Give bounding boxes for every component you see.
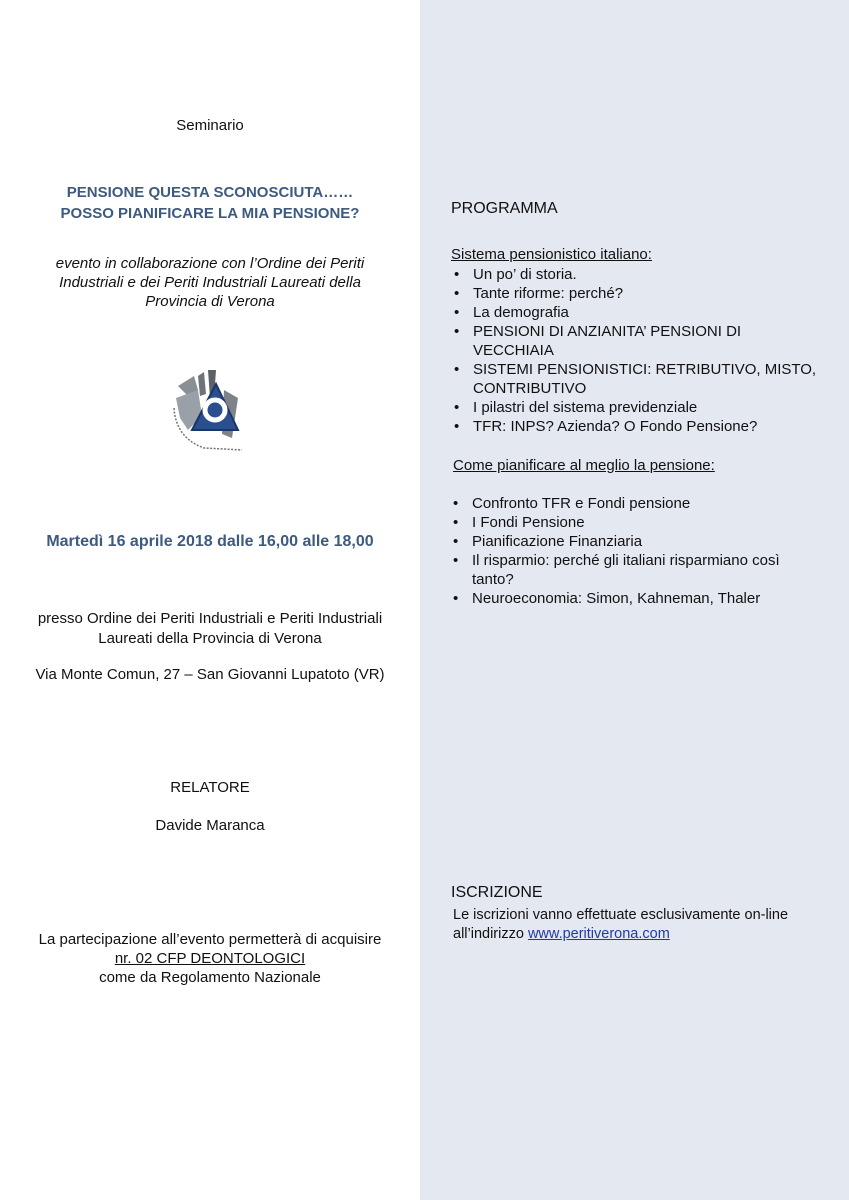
credits-line2: nr. 02 CFP DEONTOLOGICI [114,950,306,967]
event-title-line1: PENSIONE QUESTA SCONOSCIUTA…… [66,184,354,201]
credits-line1: La partecipazione all’evento permetterà di acquisire [38,931,382,948]
venue [10,609,410,649]
collaboration-line2: Industriali e dei Periti Industriali Laureati della [59,274,361,291]
venue-line2: Laureati della Provincia di Verona [98,630,322,647]
list-item: • La demografia [451,303,831,322]
list-item: • Un po’ di storia. [451,265,831,284]
section1-list [451,265,831,436]
collaboration-line1: evento in collaborazione con l’Ordine dei Periti [55,255,365,272]
list-item: • Neuroeconomia: Simon, Kahneman, Thaler [450,589,830,608]
event-title-line2: POSSO PIANIFICARE LA MIA PENSIONE? [60,205,360,222]
iscrizione-text [453,906,833,944]
event-type-label: Seminario [176,117,244,134]
section2-title: Come pianificare al meglio la pensione: [453,457,715,474]
credits-line3: come da Regolamento Nazionale [99,969,321,986]
list-item: • PENSIONI DI ANZIANITA’ PENSIONI DI VECCHIAIA [451,322,751,360]
section2-list [450,494,830,608]
list-item: • Confronto TFR e Fondi pensione [450,494,830,513]
speaker-name: Davide Maranca [155,817,265,834]
section1-title: Sistema pensionistico italiano: [451,246,652,263]
credits-note [0,930,420,987]
iscrizione-line2 [453,925,833,944]
list-item: • Pianificazione Finanziaria [450,532,830,551]
event-title [0,182,420,224]
speaker-label: RELATORE [170,779,250,796]
list-item: • Il risparmio: perché gli italiani risparmiano così tanto? [450,551,810,589]
list-item: • I pilastri del sistema previdenziale [451,398,831,417]
event-date: Martedì 16 aprile 2018 dalle 16,00 alle 18,00 [46,533,374,550]
iscrizione-prefix: all’indirizzo [453,926,524,942]
list-item: • SISTEMI PENSIONISTICI: RETRIBUTIVO, MISTO, CONTRIBUTIVO [451,360,821,398]
iscrizione-line1: Le iscrizioni vanno effettuate esclusivamente on-line [453,907,789,923]
venue-address: Via Monte Comun, 27 – San Giovanni Lupatoto (VR) [35,666,385,683]
list-item: • TFR: INPS? Azienda? O Fondo Pensione? [451,417,831,436]
list-item: • I Fondi Pensione [450,513,830,532]
list-item: • Tante riforme: perché? [451,284,831,303]
registration-link[interactable]: www.peritiverona.com [527,926,670,942]
iscrizione-heading: ISCRIZIONE [451,884,543,901]
collaboration-note [40,254,380,311]
collaboration-line3: Provincia di Verona [145,293,275,310]
venue-line1: presso Ordine dei Periti Industriali e Periti Industriali [37,610,383,627]
left-column [0,0,420,1200]
programma-heading: PROGRAMMA [451,200,558,217]
periti-logo-icon [168,368,254,454]
